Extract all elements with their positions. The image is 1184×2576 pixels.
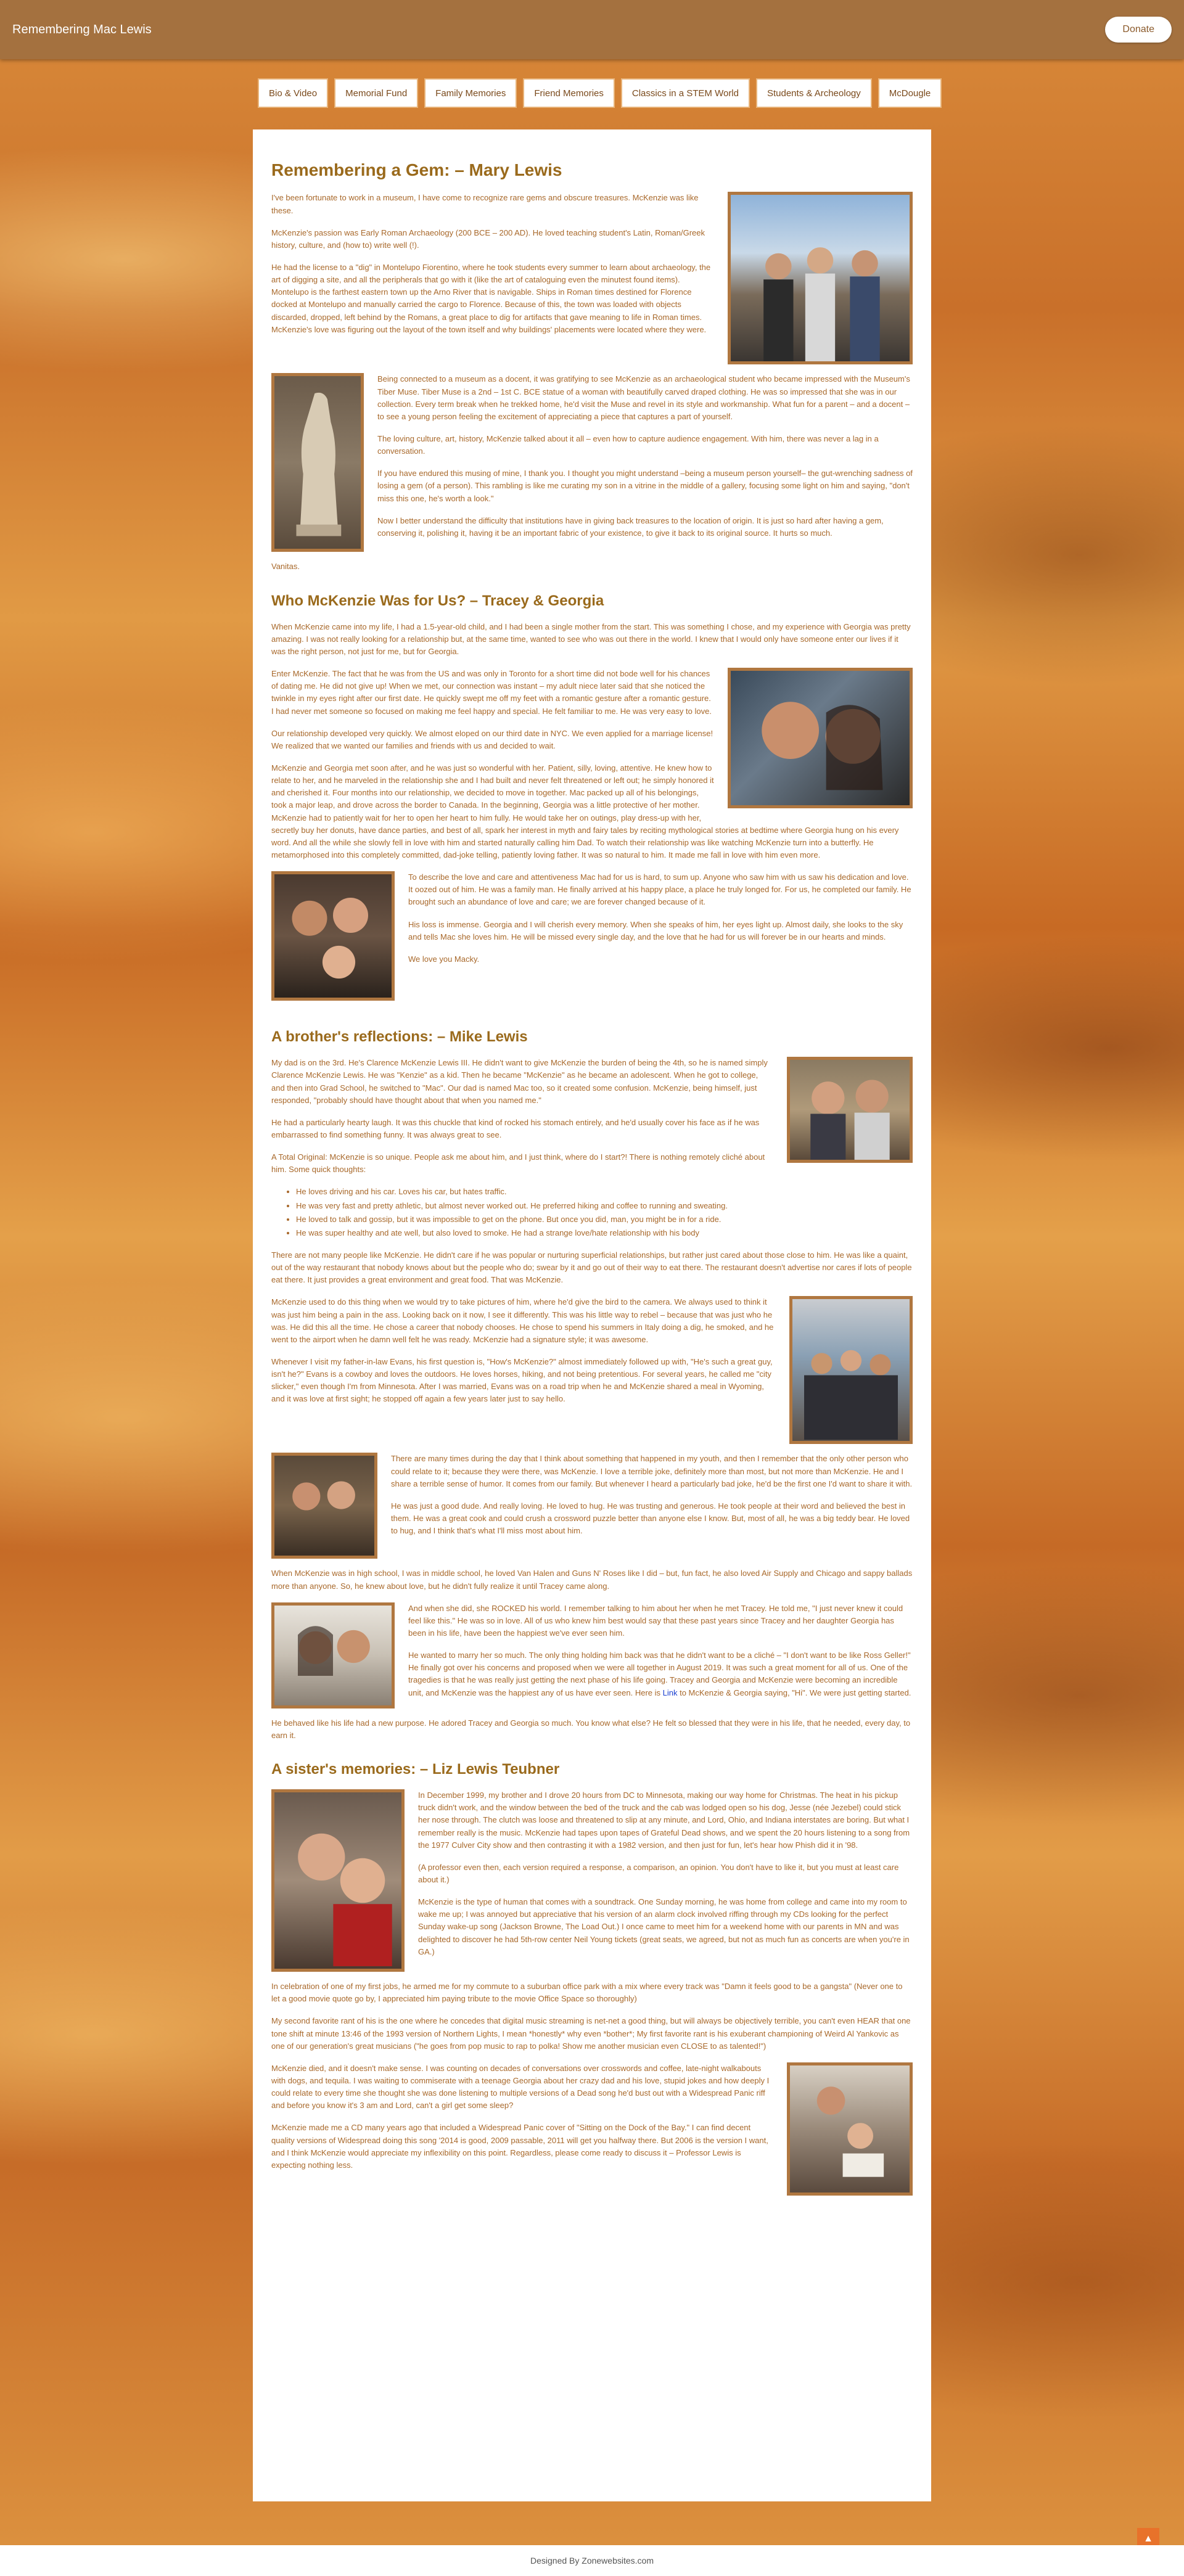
traits-list: [296, 1186, 913, 1239]
content-panel: [253, 129, 931, 2501]
s3-paragraph-10: And when she did, she ROCKED his world. I remember talking to him about her when he met Tracey. He told me, "I just never knew it could feel like this." He was so in love. All of us who knew him best would say that these past years since Tracey and her daughter Georgia has been in his life, have been the happiest we've ever seen him.: [408, 1603, 903, 1638]
main-nav: [258, 78, 931, 108]
photo-mac-liz-selfie-figures: [274, 1792, 401, 1966]
section-title-liz: A sister's memories: – Liz Lewis Teubner: [271, 1760, 560, 1778]
s1-paragraph-7: Now I better understand the difficulty that institutions have in giving back treasures to the location of origin. It is just so hard after having a gem, conserving it, polishing it, having it be an important fabric of your existence, to give it back to its original source. It hurts so much.: [377, 515, 884, 538]
list-item: • He loves driving and his car. Loves his car, but hates traffic.: [296, 1186, 913, 1198]
s4-paragraph-7: McKenzie made me a CD many years ago that included a Widespread Panic cover of "Sitting on the Dock of the Bay." I can find decent quality versions of Widespread doing this song '2014 is good, 2009 passable, 2011 will get you halfway there. But 2006 is the version I want, and I think McKenzie would appreciate my inflexibility on this point. Regardless, please come ready to discuss it – Professor Lewis is expecting nothing less.: [271, 2123, 768, 2170]
s3-paragraph-9: When McKenzie was in high school, I was in middle school, he loved Van Halen and Guns N' Roses like I did – but, fun fact, he also loved Air Supply and Chicago and sappy ballads more than anyone. So, he knew about love, but he didn't fully realize it until Tracey came along.: [271, 1569, 913, 1591]
photo-brothers: [787, 1057, 913, 1163]
s1-paragraph-6: If you have endured this musing of mine, I thank you. I thought you might understand –being a museum person yourself– the gut-wrenching sadness of losing a gem (of a person). This rambling is like me curating my son in a vitrine in the middle of a gallery, focusing some light on him and saying, "don't miss this one, he's worth a look.": [377, 469, 913, 503]
s2-paragraph-5: To describe the love and care and attentiveness Mac had for us is hard, to sum up. Anyone who saw him with us saw his dedication and love. It oozed out of him. He was a family man. He finally arrived at his happy place, a place he truly longed for. For us, he completed our family. He brought such an abundance of love and care; we are forever changed because of it.: [408, 872, 911, 907]
s3-paragraph-2: He had a particularly hearty laugh. It was this chuckle that kind of rocked his stomach entirely, and he'd usually cover his face as if he was embarrassed to find something funny. It was always great to see.: [271, 1117, 760, 1139]
photo-reading-child-figures: [790, 2065, 910, 2192]
video-link[interactable]: Link: [662, 1688, 678, 1697]
s3-paragraph-3: A Total Original: McKenzie is so unique. People ask me about him, and I just think, where do I start?! There is nothing remotely cliché about him. Some quick thoughts:: [271, 1152, 765, 1175]
nav-item-bio-video[interactable]: Bio & Video: [258, 78, 328, 108]
photo-mac-tracey-figures: [274, 1606, 392, 1706]
photo-family-three: [271, 871, 395, 1001]
nav-item-friend-memories[interactable]: Friend Memories: [523, 78, 615, 108]
s4-paragraph-4: In celebration of one of my first jobs, he armed me for my commute to a suburban office park with a mix where every track was "Damn it feels good to be a gangsta" (Never one to let a good movie quote go by, I appreciated him paying tribute to the movie Office Space so thoroughly): [271, 1982, 903, 2004]
s1-signature: Vanitas.: [271, 562, 300, 572]
s3-paragraph-1: My dad is on the 3rd. He's Clarence McKenzie Lewis III. He didn't want to give McKenzie the burden of being the 4th, so he is named simply Clarence McKenzie Lewis. He was "Kenzie" as a kid. Then he became "McKenzie" as he became an adolescent. When he got to college, and then into Grad School, he switched to "Mac". Our dad is named Mac too, so it created some confusion. McKenzie, being himself, just responded, "probably should have thought about that when you named me.": [271, 1058, 768, 1105]
s3-paragraph-7: There are many times during the day that I think about something that happened in my youth, and then I remember that the only other person who could relate to it; because they were there, was McKenzie. I love a terrible joke, definitely more than most, but not more than McKenzie. He and I share a terrible sense of humor. It comes from our family. But whenever I heard a particularly bad joke, he'd be the first one I'd want to share it with.: [391, 1454, 913, 1488]
s3-paragraph-8: He was just a good dude. And really loving. He loved to hug. He was trusting and generous. He took people at their word and believed the best in them. He was a great cook and could crush a crossword puzzle better than anyone else I know. But, most of all, he was a big teddy bear. He loved to hug, and I think that's what I'll miss most about him.: [391, 1501, 910, 1536]
list-item: • He was super healthy and ate well, but also loved to smoke. He had a strange love/hate relationship with his body: [296, 1227, 913, 1239]
s2-paragraph-4: McKenzie and Georgia met soon after, and he was just so wonderful with her. Patient, silly, loving, attentive. He knew how to relate to her, and he marveled in the relationship she and I had built and never felt threatened or left out; he simply honored it and cherished it. Four months into our relationship, we decided to move in together. Mac packed up all of his belongings, took a major leap, and drove across the border to Canada. In the beginning, Georgia was a little protective of her mother. McKenzie had to patiently wait for her to open her heart to him fully. He would take her on outings, play dress-up with her, secretly buy her donuts, have dance parties, and best of all, spark her interest in myth and fairy tales by reciting mythological stories at bedtime where Georgia hung on his every word. And all the while she slowly fell in love with him and started naturally calling him Dad. To watch their relationship was like watching McKenzie turn into a butterfly. He metamorphosed into this completely committed, dad-joke telling, patiently loving father. It was so natural to him. It made me fall in love with him even more.: [271, 763, 899, 859]
section-title-mike: A brother's reflections: – Mike Lewis: [271, 1028, 528, 1046]
photo-brothers-figures: [790, 1060, 910, 1161]
photo-family-three-figures: [274, 874, 392, 998]
nav-item-family-memories[interactable]: Family Memories: [424, 78, 517, 108]
photo-couple-selfie: [728, 668, 913, 808]
s1-paragraph-4: Being connected to a museum as a docent, it was gratifying to see McKenzie as an archaeological student who became impressed with the Museum's Tiber Muse. Tiber Muse is a 2nd – 1st C. BCE statue of a woman with beautifully carved draped clothing. He was so impressed that she was in our collection. Every term break when he trekked home, he'd visit the Muse and revel in its style and workmanship. What fun for a parent – and a docent – to see a young person feeling the excitement of appreciating a piece that captures a part of yourself.: [377, 374, 910, 421]
section-title-mary: Remembering a Gem: – Mary Lewis: [271, 160, 562, 179]
site-footer: [0, 2545, 1184, 2576]
photo-couple-selfie-figures: [731, 671, 910, 806]
photo-mac-tracey: [271, 1602, 395, 1708]
chevron-up-icon: ▲: [1143, 2533, 1153, 2544]
photo-family-group-figures: [731, 195, 910, 362]
photo-tiber-muse-statue: [271, 373, 364, 552]
photo-brothers-bar: [271, 1453, 377, 1559]
list-item: • He loved to talk and gossip, but it was impossible to get on the phone. But once you did, man, you might be in for a ride.: [296, 1213, 913, 1226]
nav-item-memorial-fund[interactable]: Memorial Fund: [334, 78, 418, 108]
s2-paragraph-3: Our relationship developed very quickly. We almost eloped on our third date in NYC. We even applied for a marriage license! We realized that we wanted our families and friends with us and decided to wait.: [271, 728, 713, 750]
s1-paragraph-5: The loving culture, art, history, McKenzie talked about it all – even how to capture audience engagement. With him, there was never a lag in a conversation.: [377, 433, 879, 456]
s3-paragraph-4: There are not many people like McKenzie. He didn't care if he was popular or nurturing superficial relationships, but rather just cared about those close to him. He was like a quaint, out of the way restaurant that nobody knows about but the people who do; swear by it and go out of their way to eat there. The restaurant doesn't advertise nor cares if lots of people eat there. It just provides a great environment and great food. That was McKenzie.: [271, 1250, 912, 1285]
statue-shape: [274, 376, 361, 543]
s1-paragraph-1: I've been fortunate to work in a museum, I have come to recognize rare gems and obscure treasures. McKenzie was like these.: [271, 193, 699, 215]
list-item: • He was very fast and pretty athletic, but almost never worked out. He preferred hiking and coffee to running and sweating.: [296, 1200, 913, 1212]
s2-paragraph-1: When McKenzie came into my life, I had a 1.5-year-old child, and I had been a single mother from the start. This was something I chose, and my experience with Georgia was pretty amazing. I was not really looking for a relationship but, at the same time, wanted to see who was out there in the world. I knew that I would only have someone enter our lives if it was the right person, not just for me, but for Georgia.: [271, 621, 911, 656]
site-title[interactable]: Remembering Mac Lewis: [12, 22, 152, 36]
nav-item-classics-stem[interactable]: Classics in a STEM World: [621, 78, 750, 108]
s1-paragraph-2: McKenzie's passion was Early Roman Archaeology (200 BCE – 200 AD). He loved teaching student's Latin, Roman/Greek history, culture, and (how to) write well (!).: [271, 228, 705, 250]
s1-paragraph-3: He had the license to a "dig" in Montelupo Fiorentino, where he took students every summer to learn about archaeology, the art of digging a site, and all the peripherals that go with it (like the art of cataloguing even the minutest found items). Montelupo is the farthest eastern town up the Arno River that is navigable. Ships in Roman times destined for Florence docked at Montelupo and manually carried the cargo to Florence. Because of this, the town was loaded with objects discarded, dropped, left behind by the Romans, a great place to dig for artifacts that gave meaning to life in Roman times. McKenzie's love was figuring out the layout of the town itself and why buildings' placements were located where they were.: [271, 262, 711, 334]
photo-brothers-bar-figures: [274, 1456, 374, 1556]
s2-signature: We love you Macky.: [408, 954, 480, 964]
site-header: [0, 0, 1184, 59]
nav-item-mcdougle[interactable]: McDougle: [878, 78, 942, 108]
section-title-tracey-georgia: Who McKenzie Was for Us? – Tracey & Georgia: [271, 592, 604, 609]
s4-paragraph-2: (A professor even then, each version required a response, a comparison, an opinion. You don't have to like it, but you must at least care about it.): [418, 1862, 899, 1884]
photo-reading-child: [787, 2062, 913, 2196]
footer-credit[interactable]: Designed By Zonewebsites.com: [530, 2556, 654, 2566]
photo-family-group: [728, 192, 913, 364]
photo-group-outdoors: [789, 1296, 913, 1444]
nav-item-students-archeology[interactable]: Students & Archeology: [756, 78, 872, 108]
s3-paragraph-11-end: to McKenzie & Georgia saying, "Hi". We were just getting started.: [677, 1688, 911, 1697]
s4-paragraph-3: McKenzie is the type of human that comes with a soundtrack. One Sunday morning, he was home from college and came into my room to wake me up; I was annoyed but appreciative that his version of an alarm clock involved riffing through my CDs looking for the perfect Sunday wake-up song (Jackson Browne, The Load Out.) I once came to meet him for a weekend home with our parents in MN and was delighted to discover he had 5th-row center Neil Young tickets (great seats, we agreed, but not as much fun as concerts are when you're in GA.): [418, 1897, 910, 1956]
s3-paragraph-6: Whenever I visit my father-in-law Evans, his first question is, "How's McKenzie?" almost immediately followed up with, "He's such a great guy, isn't he?" Evans is a cowboy and loves the outdoors. He loves horses, hiking, and not being pretentious. For several years, he called me "city slicker," even though I'm from Minnesota. After I was married, Evans was on a road trip when he and McKenzie shared a meal in Wyoming, and it was love at first sight; he stopped off again a few years later just to say hello.: [271, 1356, 773, 1404]
s3-paragraph-5: McKenzie used to do this thing when we would try to take pictures of him, where he'd give the bird to the camera. We always used to think it was just him being a pain in the ass. Looking back on it now, I see it differently. This was his little way to rebel – because that was just who he was. He did this all the time. He chose a career that nobody chooses. He chose to spend his summers in Italy doing a dig, he smoked, and he went to the airport when he damn well felt he was ready. McKenzie had a signature style; it was awesome.: [271, 1297, 774, 1344]
photo-mac-liz-selfie: [271, 1789, 405, 1972]
s4-paragraph-6: McKenzie died, and it doesn't make sense. I was counting on decades of conversations over crosswords and coffee, late-night walkabouts with dogs, and tequila. I was waiting to commiserate with a teenage Georgia about her crazy dad and his love, stupid jokes and how deeply I could relate to every time she thought she was done listening to multiple versions of a Dead song he'd bust out with a Widespread Panic riff and before you know it's 3 am and Lord, can't a girl get some sleep?: [271, 2063, 770, 2110]
donate-button[interactable]: Donate: [1105, 17, 1172, 43]
s2-paragraph-2: Enter McKenzie. The fact that he was from the US and was only in Toronto for a short time did not bode well for his chances of dating me. He did not give up! When we met, our connection was instant – my adult niece later said that she noticed the twinkle in my eyes right after our first date. He quickly swept me off my feet with a romantic gesture after a romantic gesture. I had never met someone so focused on making me feel happy and special. He felt familiar to me. He was very easy to love.: [271, 669, 712, 716]
s3-paragraph-11-start: He wanted to marry her so much. The only thing holding him back was that he didn't want to be a cliché – "I don't want to be like Ross Geller!" He finally got over his concerns and proposed when we were all together in August 2019. It was such a great moment for all of us. One of the tragedies is that he was really just getting the next phase of his life going. Tracey and Georgia and McKenzie were becoming an incredible unit, and McKenzie was the happiest any of us have ever seen. Here is: [408, 1651, 911, 1697]
s3-paragraph-12: He behaved like his life had a new purpose. He adored Tracey and Georgia so much. You know what else? He felt so blessed that they were in his life, that he needed, every day, to earn it.: [271, 1718, 911, 1740]
s4-paragraph-1: In December 1999, my brother and I drove 20 hours from DC to Minnesota, making our way home for Christmas. The heat in his pickup truck didn't work, and the window between the bed of the truck and the cab was lodged open so his dog, Jesse (née Jezebel) could stick her nose through. The clutch was loose and threatened to slip at any minute, and Lord, Ohio, and Indiana interstates are boring. But what I remember really is the music. McKenzie had tapes upon tapes of Grateful Dead shows, and we spent the 20 hours listening to a song from the 1977 Culver City show and then contrasting it with a 1982 version, and then just for fun, let's hear how Phish did it in '98.: [418, 1790, 910, 1850]
s2-paragraph-6: His loss is immense. Georgia and I will cherish every memory. When she speaks of him, her eyes light up. Almost daily, she looks to the sky and tells Mac she loves him. He will be missed every single day, and the love that he had for us will forever be in our hearts and minds.: [408, 919, 903, 941]
s4-paragraph-5: My second favorite rant of his is the one where he concedes that digital music streaming is net-net a good thing, but will always be objectively terrible, you can't even HEAR that one tone shift at minute 13:46 of the 1993 version of Northern Lights, I mean *honestly* why even *bother*; My first favorite rant is his exuberant championing of Weird Al Yankovic as one of our generation's great musicians ("he goes from pop music to rap to polka! Show me another musician even CLOSE to as talented!"): [271, 2016, 911, 2051]
photo-group-outdoors-figures: [792, 1299, 910, 1440]
